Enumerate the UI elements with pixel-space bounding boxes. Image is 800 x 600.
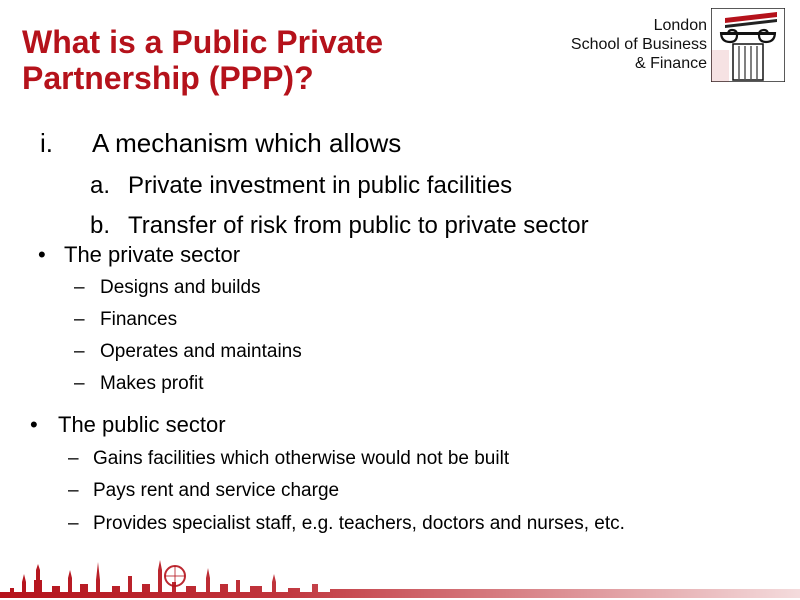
public-sector-heading-text: The public sector [58,412,226,437]
definition-subitem-text: Private investment in public facilities [128,172,513,199]
letter-marker: b. [90,212,111,239]
private-sector-heading-text: The private sector [64,242,241,267]
bullet-dash: – [74,373,85,394]
definition-text: A mechanism which allows [92,128,402,158]
slide-title-line-2: Partnership (PPP)? [22,60,314,96]
bullet-dash: – [74,309,85,330]
bullet-dot: • [30,412,38,437]
public-sector-item-text: Pays rent and service charge [93,480,340,501]
private-sector-item-text: Operates and maintains [100,341,302,362]
slide-title-line-1: What is a Public Private [22,24,383,60]
bullet-dash: – [68,448,79,469]
bullet-dash: – [74,277,85,298]
roman-marker: i. [40,128,53,158]
bullet-dash: – [68,480,79,501]
private-sector-item-text: Designs and builds [100,277,261,298]
private-sector-item-text: Makes profit [100,373,204,394]
private-sector-item-text: Finances [100,309,178,330]
public-sector-item-text: Provides specialist staff, e.g. teachers, doctors and nurses, etc. [93,513,625,534]
bullet-dot: • [38,242,46,267]
logo-line-3: & Finance [634,55,707,72]
definition-subitem-text: Transfer of risk from public to private sector [128,212,589,239]
bullet-dash: – [74,341,85,362]
letter-marker: a. [90,172,111,199]
london-skyline-banner [0,540,800,600]
logo-line-1: London [653,17,707,34]
logo-line-2: School of Business [570,36,707,53]
public-sector-item-text: Gains facilities which otherwise would not be built [93,448,510,469]
bullet-dash: – [68,513,79,534]
